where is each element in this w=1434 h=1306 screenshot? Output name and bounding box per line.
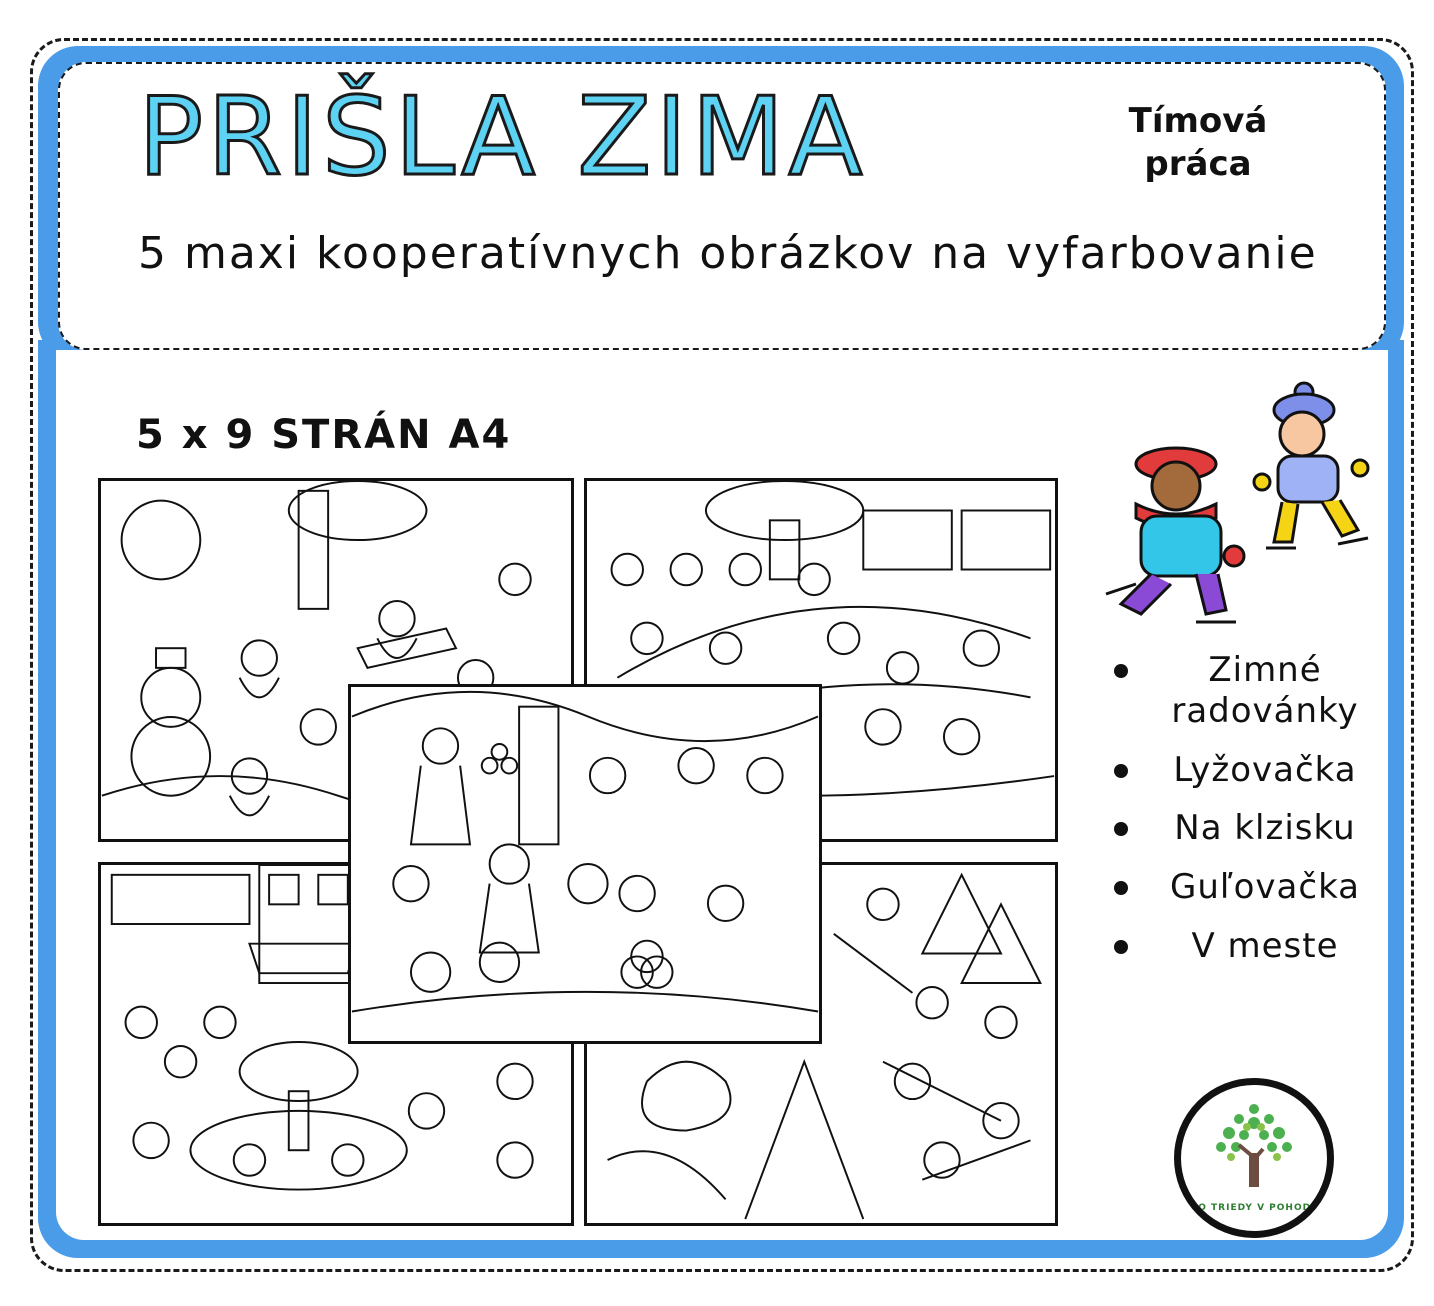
- bullet-icon: [1114, 764, 1128, 778]
- topic-item: Na klzisku: [1100, 808, 1380, 849]
- snowball-fight-illustration: [351, 687, 819, 1041]
- topic-item: V meste: [1100, 926, 1380, 967]
- topic-item: Lyžovačka: [1100, 750, 1380, 791]
- bullet-icon: [1114, 881, 1128, 895]
- bullet-icon: [1114, 664, 1128, 678]
- bullet-icon: [1114, 940, 1128, 954]
- subtitle: 5 maxi kooperatívnych obrázkov na vyfarbovanie: [138, 228, 1318, 279]
- bullet-icon: [1114, 822, 1128, 836]
- brand-logo: [1174, 1078, 1334, 1238]
- skating-boy-illustration: [1252, 378, 1372, 558]
- team-label-line2: práca: [1144, 143, 1252, 184]
- topic-item: Guľovačka: [1100, 867, 1380, 908]
- coloring-page-snowball-fight: [348, 684, 822, 1044]
- skating-girl-illustration: [1096, 444, 1256, 634]
- topic-item: Zimné radovánky: [1100, 650, 1380, 732]
- team-work-label: [1108, 100, 1288, 185]
- topics-list: [1100, 650, 1380, 985]
- logo-text: DO TRIEDY V POHODE: [1189, 1203, 1319, 1213]
- page-title: PRIŠLA ZIMA: [138, 75, 867, 200]
- pages-label: 5 x 9 STRÁN A4: [136, 412, 512, 458]
- team-label-line1: Tímová: [1128, 101, 1268, 141]
